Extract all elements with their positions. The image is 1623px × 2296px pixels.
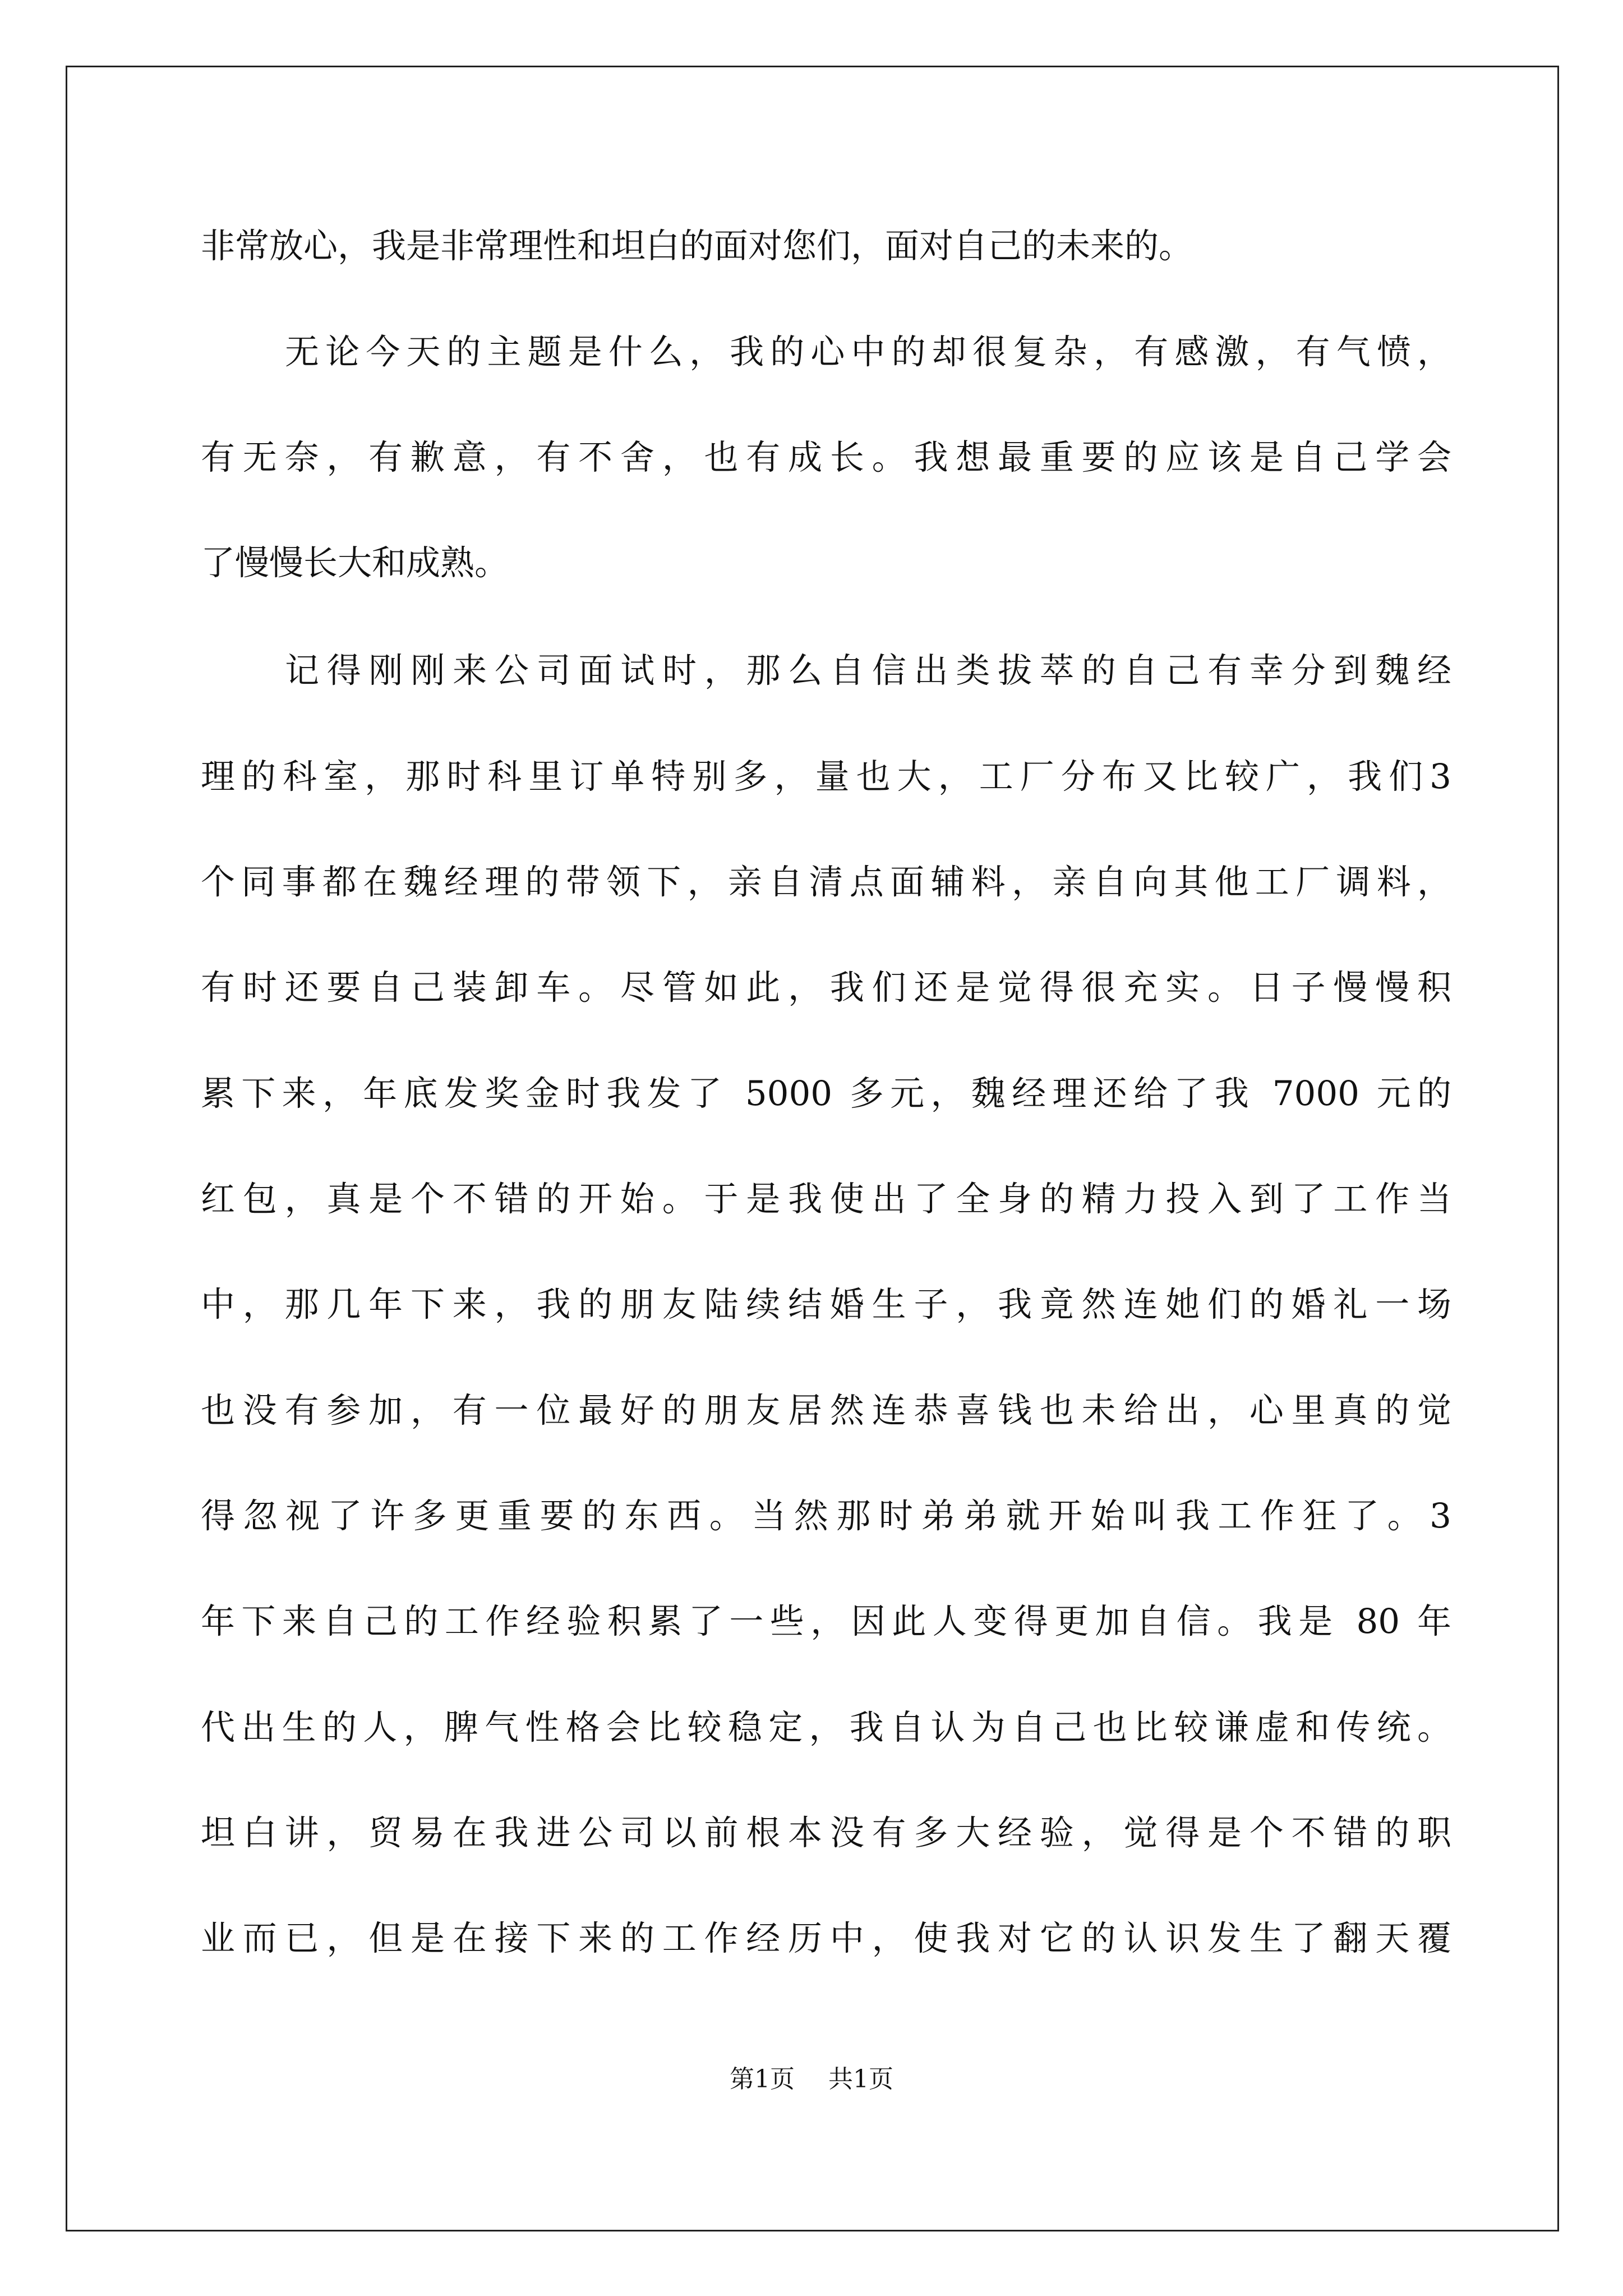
paragraph-line: 了慢慢长大和成熟。	[201, 543, 509, 583]
paragraph-line: 中，那几年下来，我的朋友陆续结婚生子，我竟然连她们的婚礼一场	[201, 1285, 1451, 1324]
paragraph-line: 代出生的人，脾气性格会比较稳定，我自认为自己也比较谦虚和传统。	[201, 1708, 1451, 1747]
paragraph-line: 理的科室，那时科里订单特别多，量也大，工厂分布又比较广，我们3	[201, 757, 1451, 797]
page-number: 第1页	[730, 2065, 795, 2093]
paragraph-line: 红包，真是个不错的开始。于是我使出了全身的精力投入到了工作当	[201, 1179, 1451, 1219]
paragraph-line: 有无奈，有歉意，有不舍，也有成长。我想最重要的应该是自己学会	[201, 438, 1451, 477]
paragraph-line: 无论今天的主题是什么，我的心中的却很复杂，有感激，有气愤，	[285, 332, 1451, 372]
page-total: 共1页	[828, 2065, 893, 2093]
paragraph-line: 业而已，但是在接下来的工作经历中，使我对它的认识发生了翻天覆	[201, 1918, 1451, 1958]
paragraph-line: 也没有参加，有一位最好的朋友居然连恭喜钱也未给出，心里真的觉	[201, 1391, 1451, 1430]
paragraph-line: 得忽视了许多更重要的东西。当然那时弟弟就开始叫我工作狂了。3	[201, 1496, 1451, 1536]
page-footer	[0, 2059, 1623, 2095]
paragraph-line: 累下来，年底发奖金时我发了 5000 多元，魏经理还给了我 7000 元的	[201, 1074, 1451, 1114]
paragraph-line: 有时还要自己装卸车。尽管如此，我们还是觉得很充实。日子慢慢积	[201, 968, 1451, 1007]
paragraph-line: 记得刚刚来公司面试时，那么自信出类拔萃的自己有幸分到魏经	[285, 651, 1451, 691]
paragraph-line: 非常放心，我是非常理性和坦白的面对您们，面对自己的未来的。	[201, 226, 1193, 266]
paragraph-line: 年下来自己的工作经验积累了一些，因此人变得更加自信。我是 80 年	[201, 1602, 1451, 1641]
paragraph-line: 坦白讲，贸易在我进公司以前根本没有多大经验，觉得是个不错的职	[201, 1813, 1451, 1853]
paragraph-line: 个同事都在魏经理的带领下，亲自清点面辅料，亲自向其他工厂调料，	[201, 862, 1451, 902]
